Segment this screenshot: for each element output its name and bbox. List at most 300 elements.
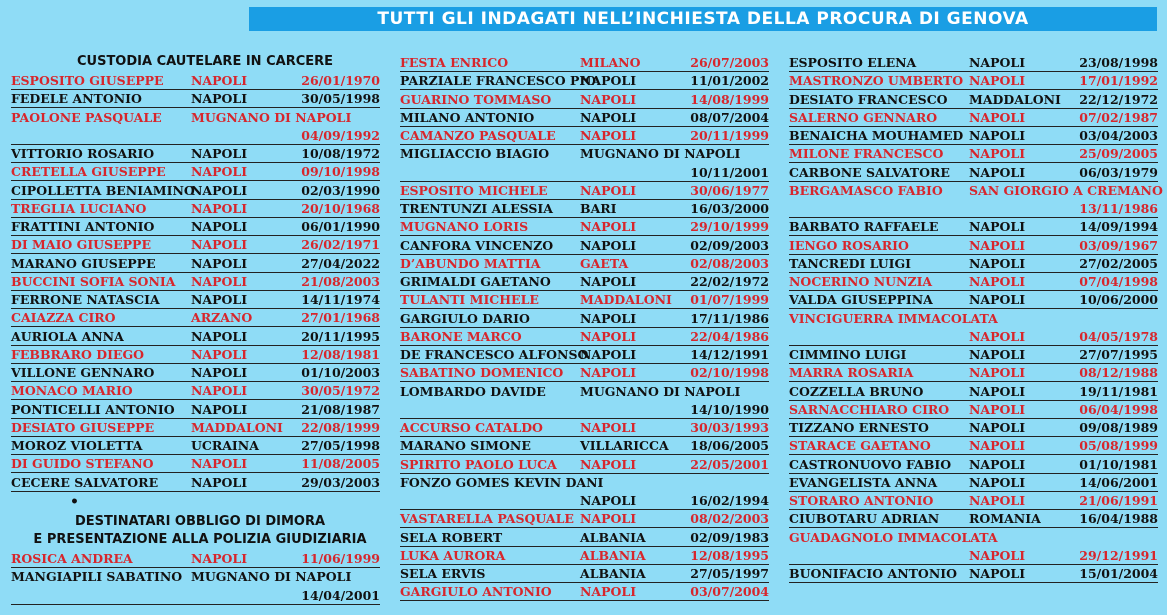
person-name: MILONE FRANCESCO [789, 146, 944, 162]
person-row [789, 510, 1158, 528]
person-row [11, 236, 380, 254]
person-city: NAPOLI [969, 55, 1026, 70]
person-row [789, 182, 1163, 200]
person-row [400, 346, 769, 364]
person-birthdate: 12/08/1995 [690, 547, 769, 563]
person-birthdate: 14/11/1974 [301, 292, 380, 307]
person-name: DESIATO FRANCESCO [789, 91, 948, 107]
person-birthdate: 27/01/1968 [301, 310, 380, 326]
person-row [789, 200, 1158, 218]
person-name: DI GUIDO STEFANO [11, 456, 154, 472]
person-birthdate: 06/01/1990 [301, 219, 380, 234]
person-city: MUGNANO DI NAPOLI [580, 383, 741, 399]
person-name: VALDA GIUSEPPINA [789, 292, 933, 308]
person-birthdate: 02/09/2003 [690, 237, 769, 253]
person-row [789, 127, 1158, 145]
person-city: NAPOLI [580, 73, 637, 89]
person-name: COZZELLA BRUNO [789, 383, 924, 399]
person-name: MARRA ROSARIA [789, 365, 914, 381]
person-birthdate: 17/11/1986 [690, 310, 769, 326]
person-name: GARGIULO ANTONIO [400, 584, 552, 600]
person-name: TULANTI MICHELE [400, 292, 539, 308]
person-birthdate: 01/10/1981 [1079, 456, 1158, 472]
person-city: NAPOLI [969, 547, 1026, 563]
person-row [400, 510, 769, 528]
person-birthdate: 20/10/1968 [301, 200, 380, 216]
person-name: DE FRANCESCO ALFONSO [400, 347, 589, 362]
person-name: CIUBOTARU ADRIAN [789, 511, 940, 527]
person-row [400, 91, 769, 109]
page-title-banner: TUTTI GLI INDAGATI NELL’INCHIESTA DELLA PROCURA DI GENOVA [249, 7, 1157, 31]
person-birthdate: 26/01/1970 [301, 73, 380, 88]
person-birthdate: 29/03/2003 [301, 474, 380, 490]
person-row [11, 437, 380, 455]
person-birthdate: 29/10/1999 [690, 219, 769, 235]
person-name: BUONIFACIO ANTONIO [789, 566, 957, 581]
person-row [400, 200, 769, 218]
person-row [789, 492, 1158, 510]
person-city: NAPOLI [969, 438, 1026, 454]
person-row [400, 145, 769, 163]
person-city: NAPOLI [191, 328, 248, 344]
person-name: ACCURSO CATALDO [400, 420, 543, 435]
person-birthdate: 05/08/1999 [1079, 438, 1158, 454]
person-name: MONACO MARIO [11, 383, 133, 399]
section-obbligo-heading-line1: DESTINATARI OBBLIGO DI DIMORA [74, 514, 326, 529]
person-name: GUADAGNOLO IMMACOLATA [789, 529, 998, 545]
person-birthdate: 02/10/1998 [690, 365, 769, 381]
person-name: NOCERINO NUNZIA [789, 274, 933, 289]
person-row [789, 54, 1158, 72]
person-row [11, 309, 380, 327]
person-city: NAPOLI [969, 109, 1026, 125]
person-city: ROMANIA [969, 511, 1041, 527]
person-birthdate: 04/09/1992 [301, 127, 380, 143]
person-city: NAPOLI [191, 551, 248, 566]
person-row [789, 401, 1158, 419]
person-birthdate: 08/07/2004 [690, 109, 769, 125]
person-city: NAPOLI [969, 347, 1026, 362]
person-birthdate: 08/02/2003 [690, 511, 769, 527]
person-row [400, 182, 769, 200]
person-name: ESPOSITO MICHELE [400, 182, 548, 198]
person-row [789, 437, 1158, 455]
person-row [789, 255, 1158, 273]
person-city: NAPOLI [969, 566, 1026, 581]
person-city: NAPOLI [580, 420, 637, 435]
person-row [789, 529, 1158, 547]
person-name: MIGLIACCIO BIAGIO [400, 146, 550, 162]
person-city: NAPOLI [580, 91, 637, 107]
person-name: MARANO GIUSEPPE [11, 255, 156, 271]
person-name: MARANO SIMONE [400, 438, 531, 454]
person-row [400, 529, 769, 547]
person-name: BUCCINI SOFIA SONIA [11, 273, 176, 289]
person-birthdate: 22/05/2001 [690, 456, 769, 472]
person-name: CIPOLLETTA BENIAMINO [11, 182, 195, 198]
person-birthdate: 14/09/1994 [1079, 219, 1158, 235]
person-city: NAPOLI [969, 255, 1026, 271]
person-row [11, 273, 380, 291]
person-city: VILLARICCA [580, 438, 669, 454]
person-name: ROSICA ANDREA [11, 551, 133, 566]
person-row [11, 587, 380, 605]
person-row [789, 474, 1158, 492]
person-row [789, 456, 1158, 474]
person-row [11, 568, 380, 586]
person-row [789, 291, 1158, 309]
person-birthdate: 07/04/1998 [1079, 274, 1158, 289]
person-row [11, 127, 380, 145]
person-city: NAPOLI [580, 182, 637, 198]
person-name: SALERNO GENNARO [789, 109, 938, 125]
person-name: TIZZANO ERNESTO [789, 420, 929, 435]
person-city: NAPOLI [191, 365, 248, 380]
person-row [400, 565, 769, 583]
person-birthdate: 16/02/1994 [690, 493, 769, 508]
person-name: FERRONE NATASCIA [11, 292, 160, 307]
person-city: NAPOLI [191, 164, 248, 180]
person-row [400, 237, 769, 255]
person-birthdate: 19/11/1981 [1079, 383, 1158, 399]
person-city: NAPOLI [969, 128, 1026, 143]
person-city: NAPOLI [969, 146, 1026, 162]
person-birthdate: 29/12/1991 [1079, 547, 1158, 563]
person-row [11, 474, 380, 492]
person-birthdate: 21/08/1987 [301, 401, 380, 417]
person-name: CIMMINO LUIGI [789, 347, 907, 362]
person-name: STORARO ANTONIO [789, 493, 934, 508]
person-row [400, 419, 769, 437]
person-city: NAPOLI [191, 273, 248, 289]
person-name: BENAICHA MOUHAMED [789, 128, 964, 143]
person-row [789, 328, 1158, 346]
person-name: BARONE MARCO [400, 328, 522, 344]
person-row [789, 273, 1158, 291]
person-city: NAPOLI [969, 73, 1026, 89]
person-name: ESPOSITO GIUSEPPE [11, 73, 164, 88]
person-name: MOROZ VIOLETTA [11, 438, 143, 453]
person-city: ALBANIA [580, 529, 646, 545]
person-row [11, 163, 380, 181]
person-birthdate: 14/08/1999 [690, 91, 769, 107]
section-obbligo-heading-line2: E PRESENTAZIONE ALLA POLIZIA GIUDIZIARIA [33, 532, 367, 547]
person-row [789, 565, 1158, 583]
person-city: NAPOLI [580, 310, 637, 326]
person-row [789, 145, 1158, 163]
person-birthdate: 26/07/2003 [690, 55, 769, 70]
person-row [789, 346, 1158, 364]
person-birthdate: 17/01/1992 [1079, 73, 1158, 89]
person-city: NAPOLI [191, 474, 248, 490]
person-city: SAN GIORGIO A CREMANO [969, 182, 1163, 198]
person-row [400, 72, 769, 90]
person-name: FONZO GOMES KEVIN DANI [400, 474, 604, 490]
person-birthdate: 14/06/2001 [1079, 474, 1158, 490]
person-row [400, 492, 769, 510]
person-name: SELA ROBERT [400, 529, 503, 545]
person-city: NAPOLI [191, 292, 248, 307]
person-city: NAPOLI [969, 456, 1026, 472]
person-birthdate: 04/05/1978 [1079, 328, 1158, 344]
person-city: NAPOLI [969, 164, 1026, 180]
person-city: GAETA [580, 255, 629, 271]
person-row [400, 291, 769, 309]
person-birthdate: 12/08/1981 [301, 346, 380, 362]
person-city: UCRAINA [191, 438, 259, 453]
person-name: FRATTINI ANTONIO [11, 219, 155, 234]
person-city: ALBANIA [580, 566, 646, 581]
person-birthdate: 18/06/2005 [690, 438, 769, 454]
person-birthdate: 03/09/1967 [1079, 237, 1158, 253]
person-name: TANCREDI LUIGI [789, 255, 912, 271]
person-row [400, 383, 769, 401]
person-city: ARZANO [191, 310, 253, 326]
person-row [11, 346, 380, 364]
person-city: NAPOLI [580, 347, 637, 362]
person-row [789, 237, 1158, 255]
person-birthdate: 07/02/1987 [1079, 109, 1158, 125]
person-birthdate: 20/11/1995 [301, 328, 380, 344]
person-row [789, 383, 1158, 401]
person-city: NAPOLI [191, 200, 248, 216]
person-row [11, 291, 380, 309]
person-city: NAPOLI [580, 328, 637, 344]
person-birthdate: 25/09/2005 [1079, 146, 1158, 162]
person-birthdate: 30/05/1972 [301, 383, 380, 399]
person-birthdate: 01/07/1999 [690, 292, 769, 308]
person-name: AURIOLA ANNA [11, 328, 124, 344]
person-birthdate: 10/08/1972 [301, 146, 380, 161]
person-city: NAPOLI [191, 237, 248, 253]
person-name: BERGAMASCO FABIO [789, 182, 943, 198]
person-name: PONTICELLI ANTONIO [11, 401, 175, 417]
person-row [400, 437, 769, 455]
person-name: SARNACCHIARO CIRO [789, 401, 950, 417]
person-birthdate: 20/11/1999 [690, 128, 769, 143]
person-birthdate: 10/06/2000 [1079, 292, 1158, 308]
person-row [400, 218, 769, 236]
person-name: CAMANZO PASQUALE [400, 128, 556, 143]
person-city: ALBANIA [580, 547, 646, 563]
person-birthdate: 06/03/1979 [1079, 164, 1158, 180]
person-city: NAPOLI [191, 456, 248, 472]
person-birthdate: 22/08/1999 [301, 419, 380, 435]
person-row [400, 456, 769, 474]
person-name: TRENTUNZI ALESSIA [400, 201, 553, 216]
person-row [11, 255, 380, 273]
person-birthdate: 21/06/1991 [1079, 493, 1158, 508]
person-birthdate: 30/06/1977 [690, 182, 769, 198]
person-birthdate: 22/12/1972 [1079, 91, 1158, 107]
person-row [400, 328, 769, 346]
person-row [11, 364, 380, 382]
person-name: DI MAIO GIUSEPPE [11, 237, 151, 253]
person-row [11, 455, 380, 473]
person-name: FESTA ENRICO [400, 55, 509, 70]
person-row [11, 145, 380, 163]
person-birthdate: 11/06/1999 [301, 551, 380, 566]
person-row [11, 382, 380, 400]
person-name: MASTRONZO UMBERTO [789, 73, 964, 89]
person-city: MADDALONI [969, 91, 1061, 107]
person-city: NAPOLI [580, 237, 637, 253]
person-birthdate: 27/05/1998 [301, 438, 380, 453]
person-row [789, 109, 1158, 127]
person-row [789, 364, 1158, 382]
person-city: MUGNANO DI NAPOLI [580, 146, 741, 162]
person-row [789, 164, 1158, 182]
person-name: DESIATO GIUSEPPE [11, 419, 155, 435]
person-birthdate: 23/08/1998 [1079, 55, 1158, 70]
person-row [11, 218, 380, 236]
person-name: FEBBRARO DIEGO [11, 346, 145, 362]
person-city: NAPOLI [191, 182, 248, 198]
person-birthdate: 27/07/1995 [1079, 347, 1158, 362]
person-birthdate: 02/09/1983 [690, 529, 769, 545]
person-name: D’ABUNDO MATTIA [400, 255, 541, 271]
person-name: BARBATO RAFFAELE [789, 219, 939, 235]
person-row [789, 72, 1158, 90]
person-row [400, 127, 769, 145]
person-city: NAPOLI [580, 584, 637, 600]
person-city: MUGNANO DI NAPOLI [191, 569, 352, 585]
person-name: CECERE SALVATORE [11, 474, 159, 490]
person-city: NAPOLI [580, 511, 637, 527]
person-row [400, 474, 769, 492]
person-row [400, 401, 769, 419]
person-name: PARZIALE FRANCESCO PIO [400, 73, 597, 89]
person-city: MUGNANO DI NAPOLI [191, 109, 352, 125]
person-name: VITTORIO ROSARIO [11, 146, 155, 161]
person-city: NAPOLI [969, 219, 1026, 235]
person-row [11, 550, 380, 568]
person-birthdate: 09/10/1998 [301, 164, 380, 180]
person-row [789, 310, 1158, 328]
person-city: NAPOLI [969, 292, 1026, 308]
person-name: MANGIAPILI SABATINO [11, 569, 183, 585]
person-birthdate: 27/04/2022 [301, 255, 380, 271]
person-birthdate: 08/12/1988 [1079, 365, 1158, 381]
person-row [11, 401, 380, 419]
person-birthdate: 27/02/2005 [1079, 255, 1158, 271]
person-birthdate: 09/08/1989 [1079, 420, 1158, 435]
person-city: NAPOLI [969, 474, 1026, 490]
person-name: PAOLONE PASQUALE [11, 109, 162, 125]
person-city: NAPOLI [969, 274, 1026, 289]
person-row [400, 54, 769, 72]
person-row [11, 72, 380, 90]
person-name: CASTRONUOVO FABIO [789, 456, 952, 472]
person-city: NAPOLI [191, 73, 248, 88]
person-row [11, 328, 380, 346]
person-birthdate: 14/10/1990 [690, 401, 769, 417]
person-name: LOMBARDO DAVIDE [400, 383, 546, 399]
person-birthdate: 10/11/2001 [690, 164, 769, 180]
person-row [11, 200, 380, 218]
person-row [789, 547, 1158, 565]
person-row [400, 164, 769, 182]
person-city: NAPOLI [969, 237, 1026, 253]
person-name: GARGIULO DARIO [400, 310, 530, 326]
person-row [400, 109, 769, 127]
person-row [400, 273, 769, 291]
person-birthdate: 27/05/1997 [690, 566, 769, 581]
person-name: CANFORA VINCENZO [400, 237, 554, 253]
person-city: NAPOLI [580, 493, 637, 508]
person-row [400, 583, 769, 601]
person-row [11, 419, 380, 437]
person-birthdate: 30/03/1993 [690, 420, 769, 435]
person-birthdate: 13/11/1986 [1079, 201, 1158, 216]
person-row [400, 364, 769, 382]
person-birthdate: 01/10/2003 [301, 365, 380, 380]
person-name: FEDELE ANTONIO [11, 91, 142, 107]
person-birthdate: 14/12/1991 [690, 347, 769, 362]
person-birthdate: 03/07/2004 [690, 584, 769, 600]
person-name: VASTARELLA PASQUALE [400, 511, 574, 527]
person-birthdate: 16/04/1988 [1079, 511, 1158, 527]
person-city: NAPOLI [191, 383, 248, 399]
person-city: MILANO [580, 55, 641, 70]
person-city: BARI [580, 201, 617, 216]
person-name: LUKA AURORA [400, 547, 506, 563]
person-birthdate: 30/05/1998 [301, 91, 380, 107]
person-birthdate: 06/04/1998 [1079, 401, 1158, 417]
person-name: CRETELLA GIUSEPPE [11, 164, 166, 180]
person-city: MADDALONI [191, 419, 283, 435]
person-birthdate: 22/04/1986 [690, 328, 769, 344]
person-name: ESPOSITO ELENA [789, 55, 917, 70]
person-name: CARBONE SALVATORE [789, 164, 950, 180]
person-birthdate: 15/01/2004 [1079, 566, 1158, 581]
person-city: NAPOLI [191, 255, 248, 271]
person-row [11, 182, 380, 200]
person-name: CAIAZZA CIRO [11, 310, 116, 326]
person-row [400, 310, 769, 328]
person-name: IENGO ROSARIO [789, 237, 909, 253]
person-city: NAPOLI [969, 383, 1026, 399]
person-city: NAPOLI [580, 219, 637, 235]
person-birthdate: 26/02/1971 [301, 237, 380, 253]
person-name: EVANGELISTA ANNA [789, 474, 938, 490]
person-city: NAPOLI [969, 493, 1026, 508]
person-name: TREGLIA LUCIANO [11, 200, 147, 216]
person-name: GRIMALDI GAETANO [400, 274, 551, 289]
person-city: NAPOLI [969, 365, 1026, 381]
person-birthdate: 02/03/1990 [301, 182, 380, 198]
person-city: NAPOLI [191, 346, 248, 362]
person-name: VINCIGUERRA IMMACOLATA [789, 310, 998, 326]
person-birthdate: 22/02/1972 [690, 274, 769, 289]
person-birthdate: 11/01/2002 [690, 73, 769, 89]
person-city: NAPOLI [580, 365, 637, 381]
bullet-separator: • [70, 494, 79, 510]
person-city: NAPOLI [580, 128, 637, 143]
person-city: NAPOLI [191, 401, 248, 417]
section-custodia-heading: CUSTODIA CAUTELARE IN CARCERE [76, 54, 334, 69]
person-city: NAPOLI [580, 109, 637, 125]
person-row [400, 547, 769, 565]
person-city: NAPOLI [191, 219, 248, 234]
person-birthdate: 03/04/2003 [1079, 128, 1158, 143]
person-name: MUGNANO LORIS [400, 219, 529, 235]
person-city: NAPOLI [969, 420, 1026, 435]
person-birthdate: 16/03/2000 [690, 201, 769, 216]
person-row [400, 255, 769, 273]
person-row [11, 109, 380, 127]
person-city: NAPOLI [191, 146, 248, 161]
